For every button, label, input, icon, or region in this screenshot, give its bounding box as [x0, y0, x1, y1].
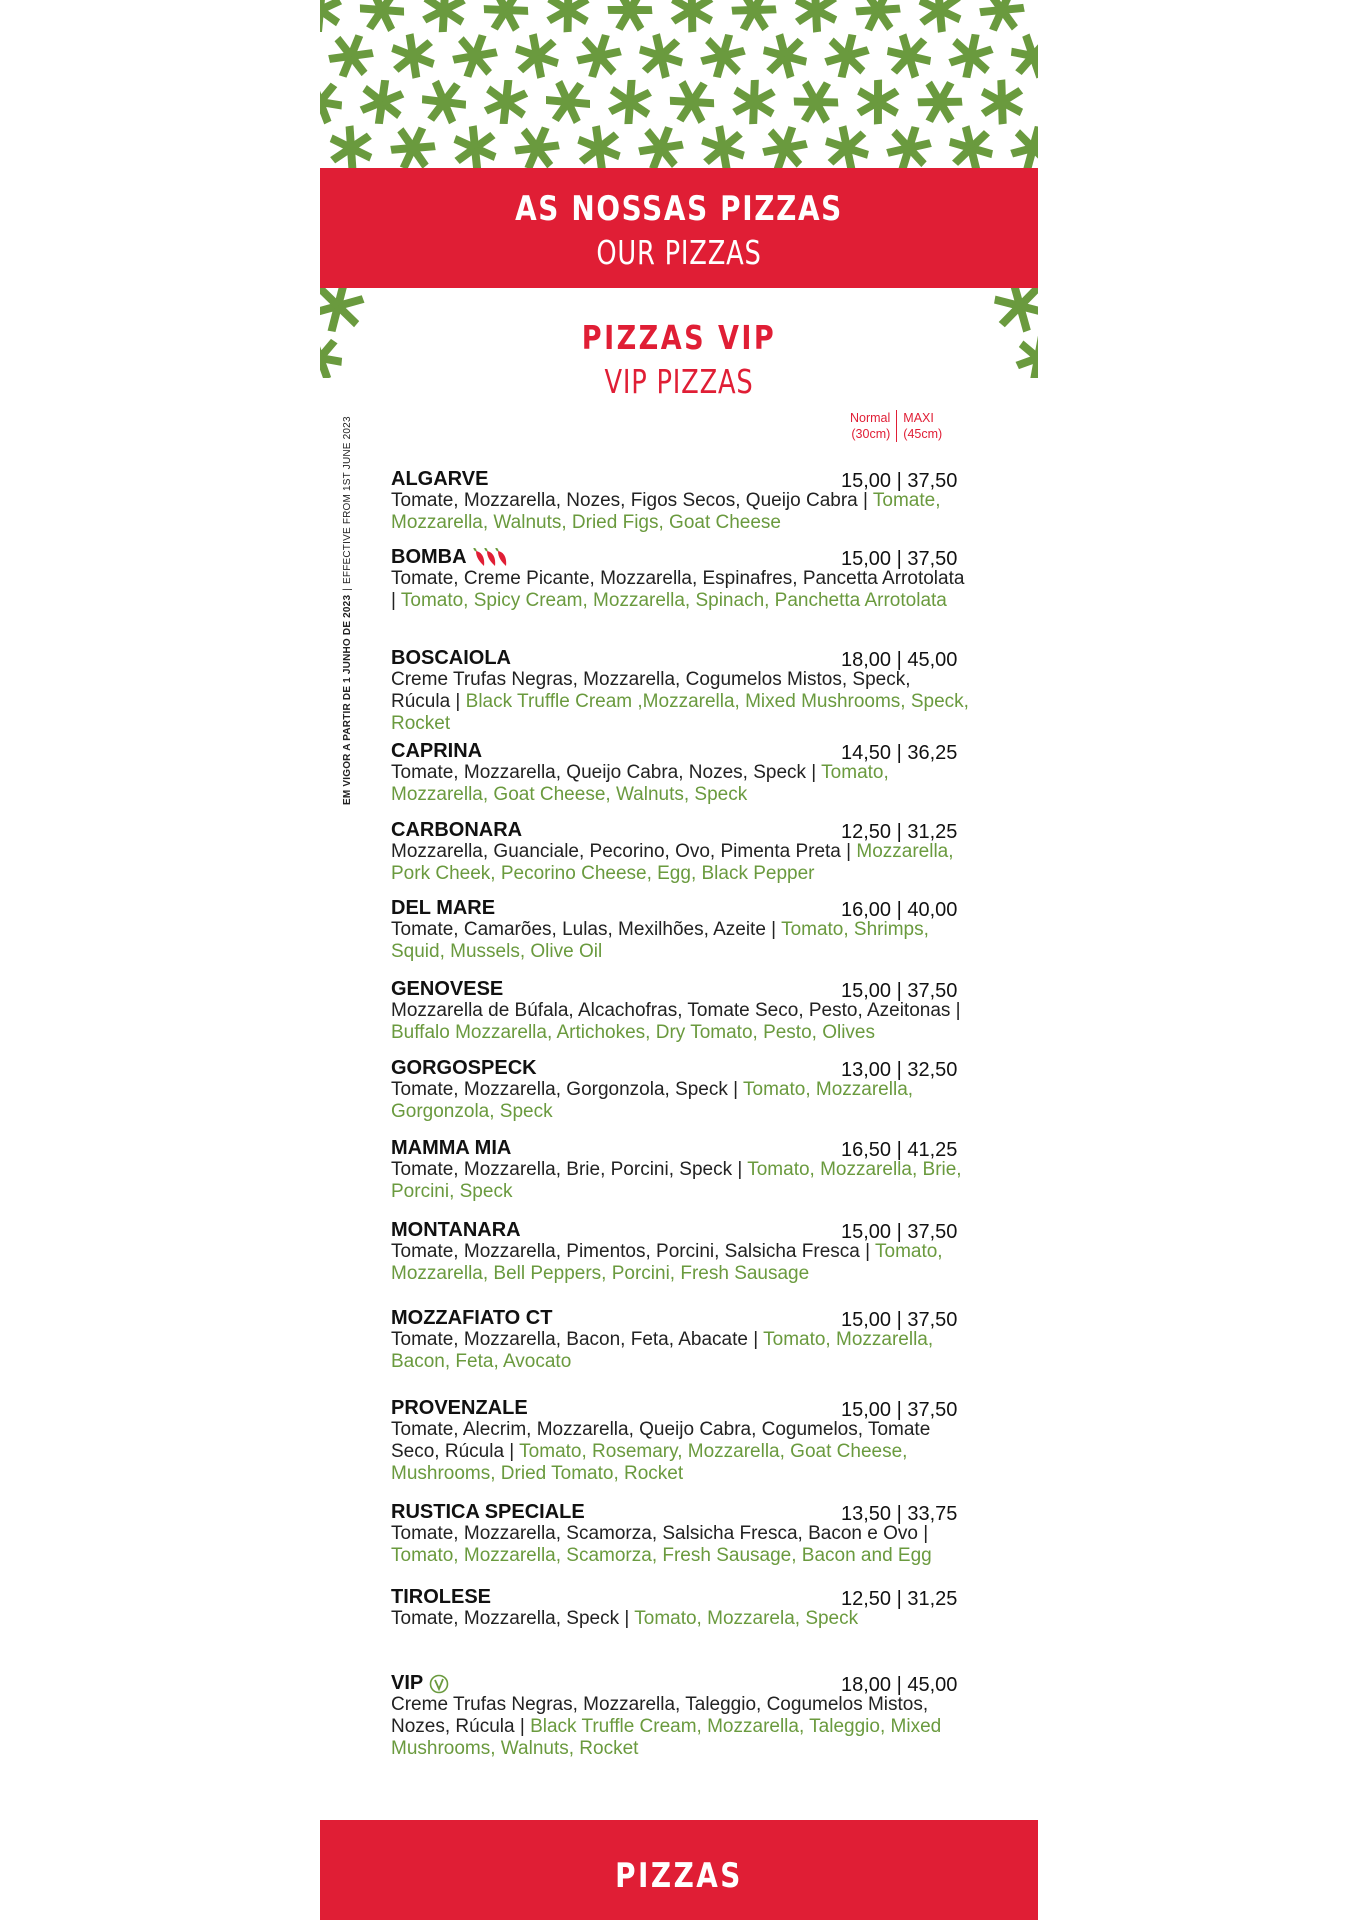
item-name-text: CARBONARA	[391, 819, 523, 841]
item-description	[391, 1419, 971, 1485]
section-subtitle: VIP PIZZAS	[604, 362, 754, 401]
item-price: 12,50 | 31,25	[841, 821, 958, 843]
item-name-text: TIROLESE	[391, 1586, 492, 1608]
chili-pepper-icon	[473, 548, 509, 568]
item-name	[391, 1671, 449, 1695]
item-price: 13,00 | 32,50	[841, 1059, 958, 1081]
item-description	[391, 762, 971, 806]
vegetarian-leaf-icon	[429, 1674, 449, 1694]
item-description	[391, 1329, 971, 1373]
item-description	[391, 1608, 971, 1630]
item-name	[391, 896, 495, 920]
item-description-pt: Mozzarella de Búfala, Alcachofras, Tomate Seco, Pesto, Azeitonas |	[391, 1000, 961, 1021]
item-price: 16,00 | 40,00	[841, 899, 958, 921]
item-description-pt: Tomate, Mozzarella, Queijo Cabra, Nozes, Speck |	[391, 762, 817, 783]
item-name-text: DEL MARE	[391, 897, 496, 919]
item-description	[391, 669, 971, 735]
item-description-pt: Mozzarella, Guanciale, Pecorino, Ovo, Pimenta Preta |	[391, 841, 852, 862]
item-name	[391, 545, 509, 569]
item-price: 14,50 | 36,25	[841, 742, 958, 764]
size-legend	[850, 410, 948, 442]
item-description	[391, 919, 971, 963]
item-description	[391, 1079, 971, 1123]
item-description-pt: Tomate, Mozzarella, Scamorza, Salsicha Fresca, Bacon e Ovo |	[391, 1523, 929, 1544]
item-name-text: RUSTICA SPECIALE	[391, 1501, 585, 1523]
item-description-pt: Tomate, Mozzarella, Pimentos, Porcini, Salsicha Fresca |	[391, 1241, 871, 1262]
item-description	[391, 568, 971, 612]
item-description-pt: Tomate, Mozzarella, Bacon, Feta, Abacate |	[391, 1329, 759, 1350]
footer-banner	[320, 1820, 1038, 1920]
validity-note-separator: |	[342, 587, 353, 591]
item-name-text: GENOVESE	[391, 978, 504, 1000]
menu-page	[320, 0, 1038, 1920]
item-name	[391, 646, 511, 670]
item-name	[391, 1585, 491, 1609]
item-description-en: Tomato, Mozzarella, Brie, Porcini, Speck	[391, 1159, 962, 1202]
item-name	[391, 1500, 585, 1524]
item-name-text: BOMBA	[391, 546, 467, 568]
item-price: 13,50 | 33,75	[841, 1503, 958, 1525]
item-name-text: MAMMA MIA	[391, 1137, 512, 1159]
item-name	[391, 1218, 521, 1242]
item-description-en: Buffalo Mozzarella, Artichokes, Dry Tomato, Pesto, Olives	[391, 1022, 875, 1043]
item-name	[391, 1136, 511, 1160]
item-description-pt: Tomate, Creme Picante, Mozzarella, Espinafres, Pancetta Arrotolata |	[391, 568, 965, 611]
item-description-pt: Creme Trufas Negras, Mozzarella, Taleggio, Cogumelos Mistos, Nozes, Rúcula |	[391, 1694, 929, 1737]
item-description	[391, 1241, 971, 1285]
validity-note-pt: EM VIGOR A PARTIR DE 1 JUNHO DE 2023	[342, 594, 353, 805]
item-name-text: BOSCAIOLA	[391, 647, 511, 669]
item-description-pt: Creme Trufas Negras, Mozzarella, Cogumelos Mistos, Speck, Rúcula |	[391, 669, 911, 712]
header-banner	[320, 168, 1038, 288]
item-description-en: Tomato, Mozzarella, Gorgonzola, Speck	[391, 1079, 914, 1122]
footer-title: PIZZAS	[615, 1856, 743, 1896]
item-description	[391, 1694, 971, 1760]
item-name-text: PROVENZALE	[391, 1397, 528, 1419]
item-price: 15,00 | 37,50	[841, 1399, 958, 1421]
maxi-size-label: MAXI	[903, 411, 934, 425]
item-name	[391, 977, 503, 1001]
item-price: 15,00 | 37,50	[841, 548, 958, 570]
item-name	[391, 739, 482, 763]
item-description-en: Tomato, Mozzarella, Goat Cheese, Walnuts, Speck	[391, 762, 889, 805]
section-heading	[320, 318, 1038, 401]
item-description-en: Black Truffle Cream, Mozzarella, Taleggio, Mixed Mushrooms, Walnuts, Rocket	[391, 1716, 942, 1759]
item-name-text: VIP	[391, 1672, 424, 1694]
item-description	[391, 490, 971, 534]
item-description-en: Tomato, Rosemary, Mozzarella, Goat Cheese, Mushrooms, Dried Tomato, Rocket	[391, 1441, 908, 1484]
item-description-pt: Tomate, Mozzarella, Gorgonzola, Speck |	[391, 1079, 739, 1100]
item-price: 16,50 | 41,25	[841, 1139, 958, 1161]
item-name	[391, 467, 488, 491]
item-description	[391, 1159, 971, 1203]
item-description-pt: Tomate, Mozzarella, Brie, Porcini, Speck |	[391, 1159, 743, 1180]
item-description-en: Tomato, Mozzarela, Speck	[634, 1608, 859, 1629]
item-description-en: Tomato, Shrimps, Squid, Mussels, Olive Oil	[391, 919, 929, 962]
item-description-pt: Tomate, Mozzarella, Speck |	[391, 1608, 630, 1629]
star-pattern-header	[320, 0, 1038, 170]
page-title: AS NOSSAS PIZZAS	[515, 189, 843, 229]
item-description-en: Mozzarella, Pork Cheek, Pecorino Cheese, Egg, Black Pepper	[391, 841, 954, 884]
item-name	[391, 1056, 537, 1080]
item-name	[391, 818, 522, 842]
item-description-en: Tomato, Mozzarella, Bell Peppers, Porcini, Fresh Sausage	[391, 1241, 943, 1284]
item-name-text: ALGARVE	[391, 468, 489, 490]
maxi-size-cm: (45cm)	[903, 427, 943, 441]
item-name-text: GORGOSPECK	[391, 1057, 537, 1079]
item-description-pt: Tomate, Camarões, Lulas, Mexilhões, Azeite |	[391, 919, 777, 940]
item-price: 18,00 | 45,00	[841, 1674, 958, 1696]
item-description	[391, 1000, 971, 1044]
validity-note	[342, 416, 356, 805]
item-description-en: Tomato, Spicy Cream, Mozzarella, Spinach, Panchetta Arrotolata	[400, 590, 947, 611]
item-description-en: Tomato, Mozzarella, Scamorza, Fresh Sausage, Bacon and Egg	[391, 1545, 932, 1566]
item-price: 15,00 | 37,50	[841, 980, 958, 1002]
item-description-en: Black Truffle Cream ,Mozzarella, Mixed Mushrooms, Speck, Rocket	[391, 691, 969, 734]
page-subtitle: OUR PIZZAS	[596, 233, 762, 272]
item-price: 15,00 | 37,50	[841, 1221, 958, 1243]
validity-note-en: EFFECTIVE FROM 1ST JUNE 2023	[342, 416, 353, 584]
normal-size-cm: (30cm)	[851, 427, 891, 441]
item-description	[391, 1523, 971, 1567]
item-name	[391, 1396, 528, 1420]
item-name-text: CAPRINA	[391, 740, 483, 762]
item-description-en: Tomate, Mozzarella, Walnuts, Dried Figs, Goat Cheese	[391, 490, 941, 533]
item-price: 15,00 | 37,50	[841, 470, 958, 492]
item-price: 12,50 | 31,25	[841, 1588, 958, 1610]
item-description-en: Tomato, Mozzarella, Bacon, Feta, Avocato	[391, 1329, 934, 1372]
item-name-text: MOZZAFIATO CT	[391, 1307, 553, 1329]
item-description-pt: Tomate, Mozzarella, Nozes, Figos Secos, Queijo Cabra |	[391, 490, 868, 511]
item-description	[391, 841, 971, 885]
normal-size-label: Normal	[850, 411, 891, 425]
item-price: 18,00 | 45,00	[841, 649, 958, 671]
item-description-pt: Tomate, Alecrim, Mozzarella, Queijo Cabra, Cogumelos, Tomate Seco, Rúcula |	[391, 1419, 931, 1462]
item-price: 15,00 | 37,50	[841, 1309, 958, 1331]
section-title: PIZZAS VIP	[581, 318, 777, 357]
item-name	[391, 1306, 552, 1330]
item-name-text: MONTANARA	[391, 1219, 521, 1241]
